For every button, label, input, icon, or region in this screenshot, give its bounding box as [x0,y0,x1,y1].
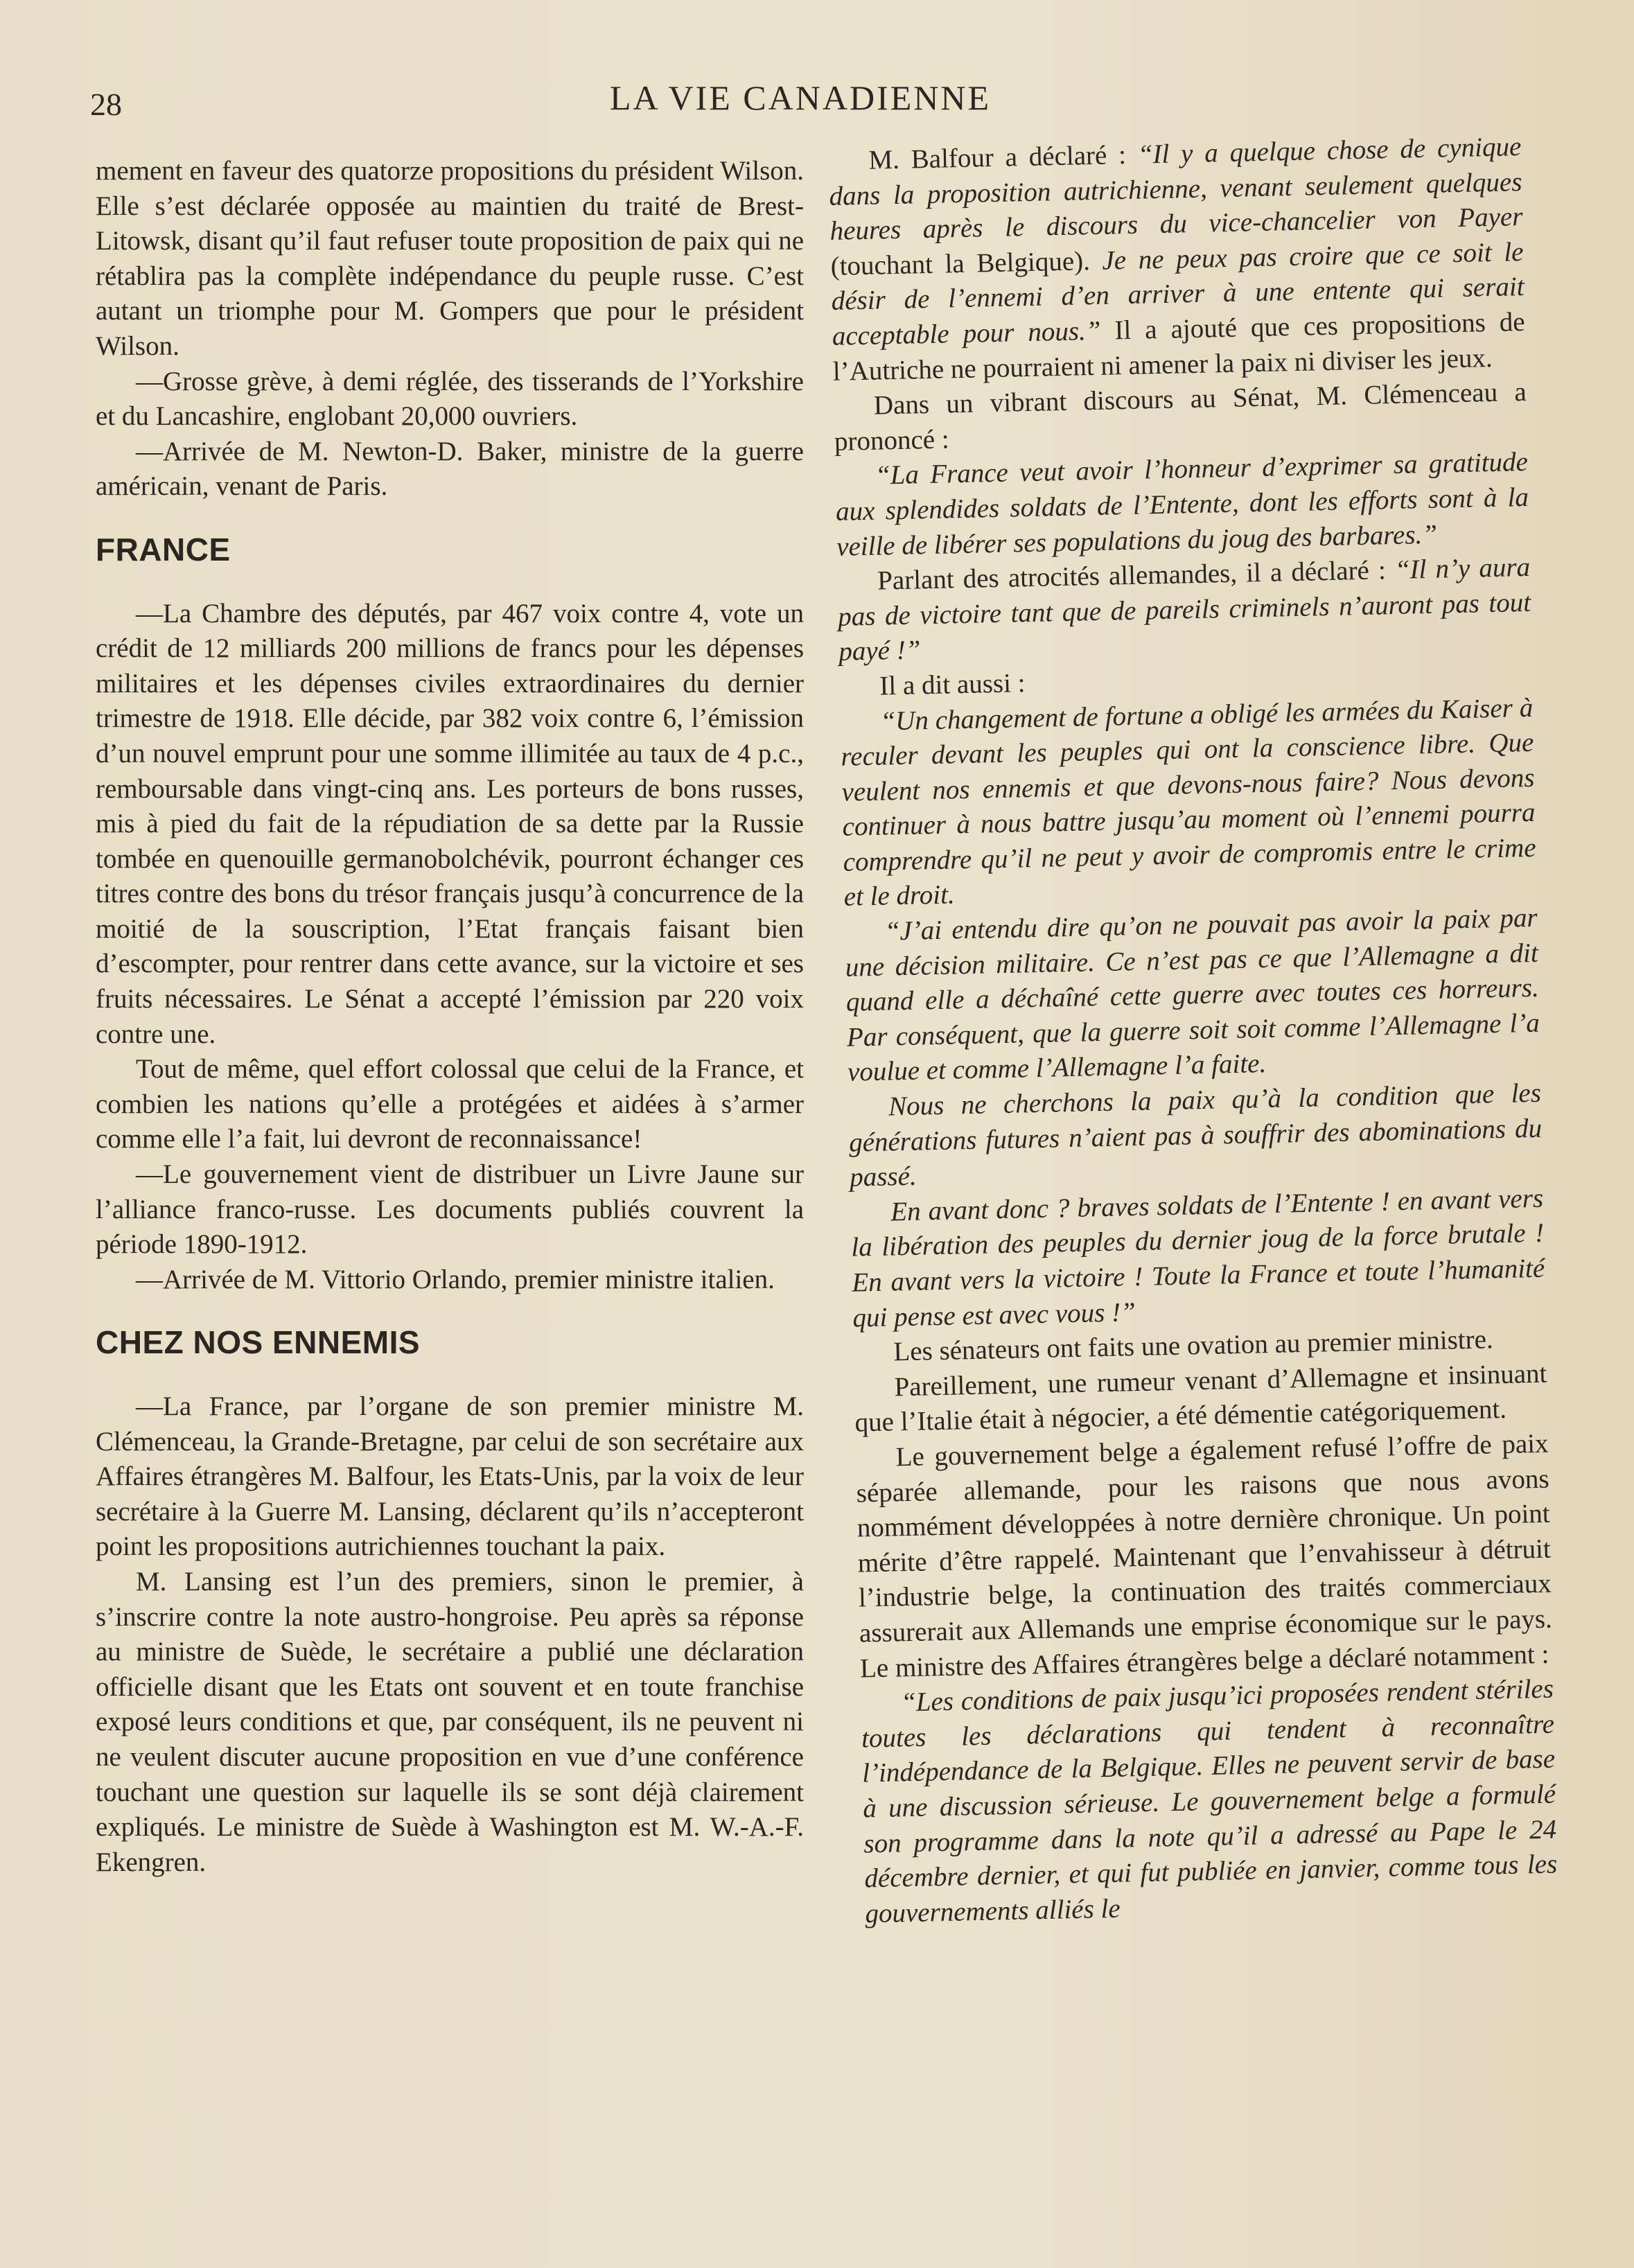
quote-paragraph: En avant donc ? braves soldats de l’Entente ! en avant vers la libération des peuples du dernier joug de la force brutale ! En avant vers la victoire ! Toute la France et toute l’humanité qui pense est avec vous !” [850,1183,1545,1333]
quote-run: Je ne peux pas croire que ce soit le désir de l’ennemi d’en arriver à une entente qui serait acceptable pour nous.” [831,236,1525,351]
paragraph: —La France, par l’organe de son premier ministre M. Clémenceau, la Grande-Bretagne, par celui de son secrétaire aux Affaires étrangères M. Balfour, les Etats-Unis, par la voix de leur secrétaire à la Guerre M. Lansing, déclarent qu’ils n’accepteront point les propositions autrichiennes touchant la paix. [96,1391,804,1562]
quote-paragraph: “Les conditions de paix jusqu’ici proposées rendent stériles toutes les déclarations qui tendent à reconnaître l’indépendance de la Belgique. Elles ne peuvent servir de base à une discussion sérieuse. Le gouvernement belge a formulé son programme dans la note qu’il a adressé au Pape le 24 décembre dernier, et qui fut publiée en janvier, comme tous les gouvernements alliés le [861,1673,1558,1929]
paragraph: Dans un vibrant discours au Sénat, M. Clémenceau a prononcé : [834,377,1527,457]
page-number: 28 [90,87,122,122]
right-column [828,130,1558,1932]
paragraph: Pareillement, une rumeur venant d’Allemagne et insinuant que l’Italie était à négocier, a été démentie catégoriquement. [854,1358,1547,1438]
paragraph: Il a dit aussi : [879,668,1026,701]
paragraph: —La Chambre des députés, par 467 voix contre 4, vote un crédit de 12 milliards 200 millions de francs pour les dépenses militaires et les dépenses civiles extraordinaires du dernier trimestre de 1918. Elle décide, par 382 voix contre 6, l’émission d’un nouvel emprunt pour une somme illimitée au taux de 4 p.c., remboursable dans vingt-cinq ans. Les porteurs de bons russes, mis à pied du fait de la répudiation de sa dette par la Russie tombée en quenouille germanobolchévik, pourront échanger ces titres contre des bons du trésor français jusqu’à concurrence de la moitié de la souscription, l’Etat français faisant bien d’escompter, pour rentrer dans cette avance, sur la victoire et ses fruits nécessaires. Le Sénat a accepté l’émission par 220 voix contre une. [96,598,804,1049]
quote-run: “Il y a quelque chose de cynique dans la proposition autrichienne, venant seulement quelques heures après le discours du vice-chancelier von Payer [829,132,1523,247]
section-heading-france: FRANCE [96,531,231,568]
paragraph: Les sénateurs ont faits une ovation au premier ministre. [893,1324,1494,1367]
quote-paragraph: “Un changement de fortune a obligé les armées du Kaiser à reculer devant les peuples qui ont la conscience libre. Que veulent nos ennemis et que devons-nous faire? Nous devons continuer à nous battre jusqu’au moment où l’ennemi pourra comprendre qu’il ne peut y avoir de compromis entre le crime et le droit. [841,692,1536,913]
text-run: M. Balfour a déclaré : [868,139,1139,175]
text-run: Il a ajouté que ces propositions de l’Autriche ne pourraient ni amener la paix ni diviser les jeux. [832,306,1526,387]
text-run: Parlant des atrocités allemandes, il a déclaré : [877,555,1396,596]
page-header [90,71,1559,133]
paragraph: Le gouvernement belge a également refusé l’offre de paix séparée allemande, pour les raisons que nous avons nommément développées à notre dernière chronique. Un point mérite d’être rappelé. Maintenant que l’envahisseur à détruit l’industrie belge, la continuation des traités commerciaux assurerait aux Allemands une emprise économique sur le pays. Le ministre des Affaires étrangères belge a déclaré notamment : [856,1428,1553,1684]
paragraph: —Le gouvernement vient de distribuer un Livre Jaune sur l’alliance franco-russe. Les documents publiés couvrent la période 1890-1912. [96,1159,804,1260]
paragraph: Tout de même, quel effort colossal que celui de la France, et combien les nations qu’elle a protégées et aidées à s’armer comme elle l’a fait, lui devront de reconnaissance! [96,1054,804,1154]
paragraph: —Grosse grève, à demi réglée, des tisserands de l’Yorkshire et du Lancashire, englobant 20,000 ouvriers. [96,366,804,432]
section-heading-chez-nos-ennemis: CHEZ NOS ENNEMIS [96,1324,421,1361]
quote-paragraph: Nous ne cherchons la paix qu’à la condition que les générations futures n’aient pas à souffrir des abominations du passé. [848,1078,1543,1193]
quote-run: “Il n’y aura pas de victoire tant que de pareils criminels n’auront pas tout payé !” [837,552,1531,667]
paragraph: mement en faveur des quatorze propositions du président Wilson. Elle s’est déclarée opposée au maintien du traité de Brest-Litowsk, disant qu’il faut refuser toute proposition de paix qui ne rétablira pas la complète indépendance du peuple russe. C’est autant un triomphe pour M. Gompers que pour le président Wilson. [96,156,804,361]
paragraph: M. Lansing est l’un des premiers, sinon le premier, à s’inscrire contre la note austro-hongroise. Peu après sa réponse au ministre de Suède, le secrétaire a publié une déclaration officielle disant que les Etats ont souvent et en toute franchise exposé leurs conditions et que, par conséquent, ils ne peuvent ni ne veulent discuter aucune proposition en vue d’une conférence touchant une question sur laquelle ils se sont déjà clairement expliqués. Le ministre de Suède à Washington est M. W.-A.-F. Ekengren. [96,1566,804,1877]
paragraph: —Arrivée de M. Newton-D. Baker, ministre de la guerre américain, venant de Paris. [96,436,804,502]
quote-paragraph: “J’ai entendu dire qu’on ne pouvait pas avoir la paix par une décision militaire. Ce n’est pas ce que l’Allemagne a dit quand elle a déchaîné cette guerre avec toutes ces horreurs. Par conséquent, que la guerre soit soit comme l’Allemagne l’a voulue et comme l’Allemagne l’a faite. [845,902,1540,1088]
paragraph [837,550,1532,670]
journal-title: LA VIE CANADIENNE [610,78,992,117]
quote-paragraph: “La France veut avoir l’honneur d’exprimer sa gratitude aux splendides soldats de l’Entente, dont les efforts sont à la veille de libérer ses populations du joug des barbares.” [835,447,1529,562]
paragraph: —Arrivée de M. Vittorio Orlando, premier ministre italien. [136,1264,775,1294]
paragraph [828,130,1526,389]
left-column [96,154,804,1880]
text-run: (touchant la Belgique). [830,245,1102,281]
